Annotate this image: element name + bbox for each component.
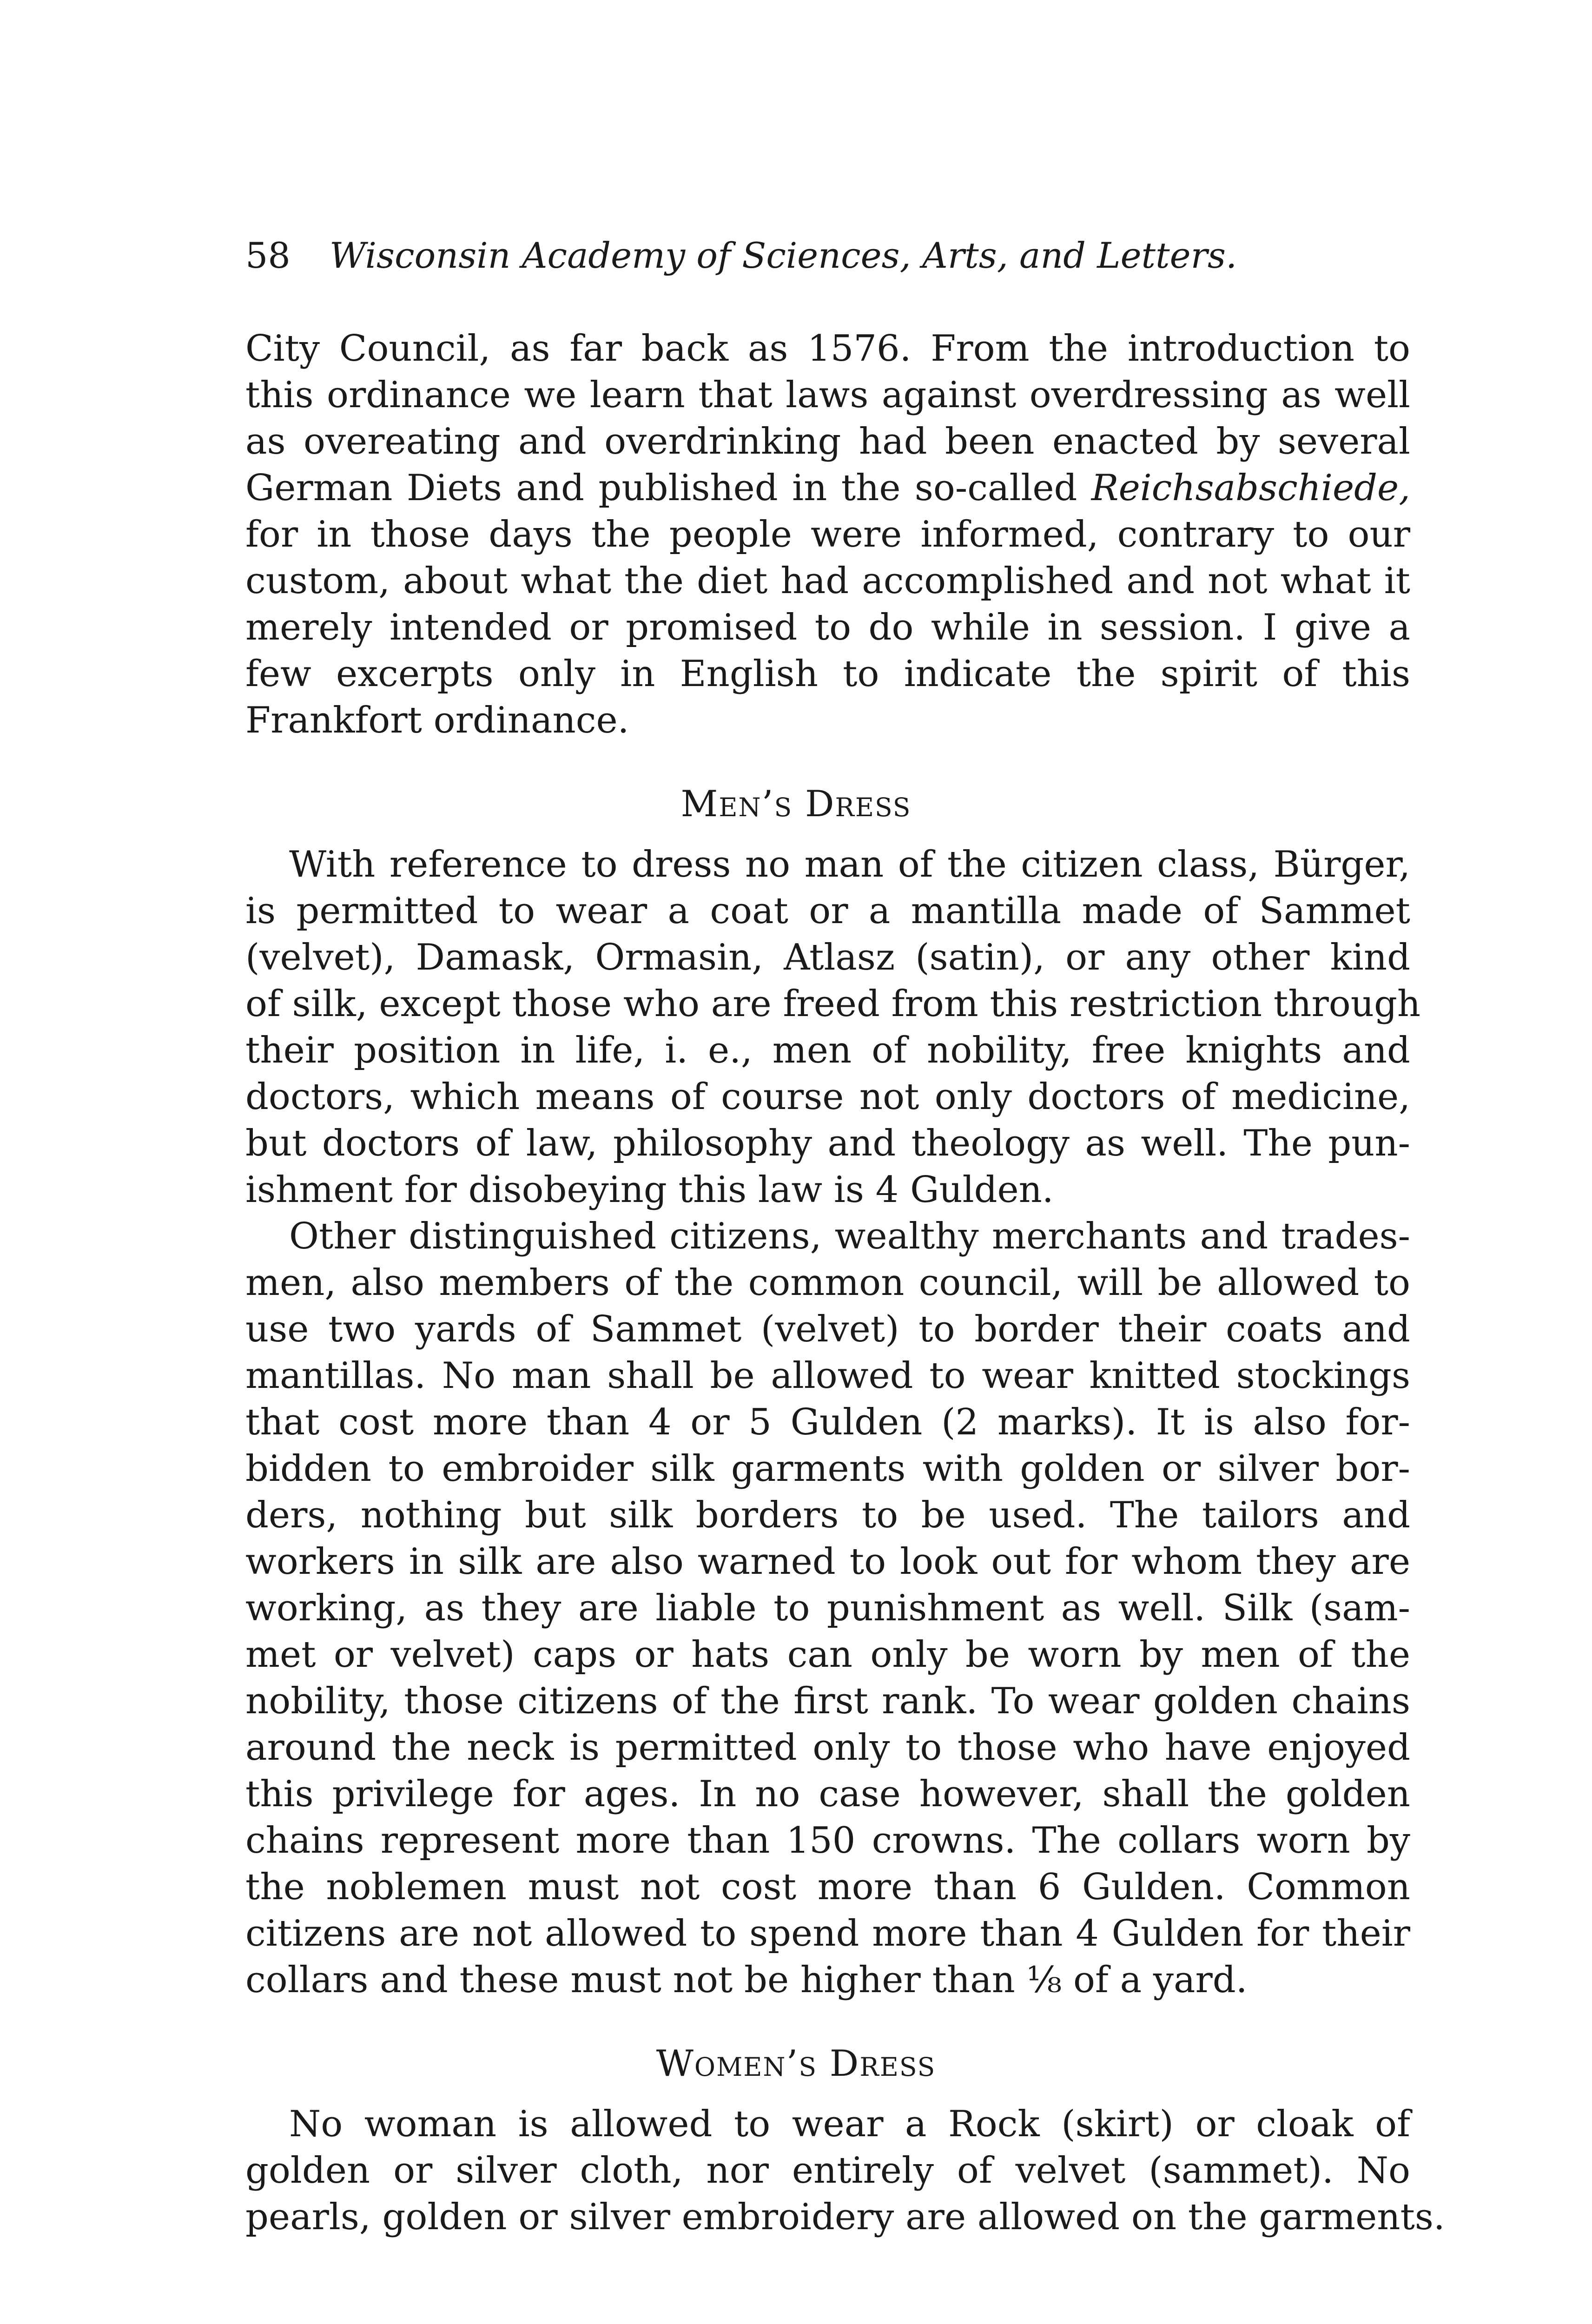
section-heading-womens-dress: Women’s Dress bbox=[656, 2043, 936, 2085]
text-line: ishment for disobeying this law is 4 Gulden. bbox=[245, 1169, 1054, 1211]
text-line: collars and these must not be higher than ⅛ of a yard. bbox=[245, 1959, 1248, 2001]
text-line: use two yards of Sammet (velvet) to border their coats and bbox=[245, 1308, 1410, 1350]
text-line bbox=[245, 465, 1410, 511]
text-line: (velvet), Damask, Ormasin, Atlasz (satin), or any other kind bbox=[245, 937, 1410, 978]
text-line: around the neck is permitted only to those who have enjoyed bbox=[245, 1727, 1410, 1769]
running-title: Wisconsin Academy of Sciences, Arts, and Letters. bbox=[329, 235, 1237, 276]
text-line: workers in silk are also warned to look out for whom they are bbox=[245, 1541, 1410, 1583]
text-line: of silk, except those who are freed from this restriction through bbox=[245, 983, 1421, 1025]
text-line: No woman is allowed to wear a Rock (skirt) or cloak of bbox=[289, 2103, 1410, 2145]
italic-term: Reichsabschiede, bbox=[1091, 467, 1410, 509]
section-heading-mens-dress: Men’s Dress bbox=[680, 783, 912, 825]
text-line: working, as they are liable to punishment as well. Silk (sam- bbox=[245, 1587, 1410, 1629]
text-line: doctors, which means of course not only doctors of medicine, bbox=[245, 1076, 1410, 1118]
text-line: pearls, golden or silver embroidery are allowed on the garments. bbox=[245, 2196, 1445, 2238]
text-line: mantillas. No man shall be allowed to wear knitted stockings bbox=[245, 1355, 1410, 1397]
text-line: for in those days the people were informed, contrary to our bbox=[245, 514, 1410, 555]
text-line: this ordinance we learn that laws against overdressing as well bbox=[245, 374, 1410, 416]
text-line: bidden to embroider silk garments with golden or silver bor- bbox=[245, 1448, 1410, 1490]
text-line: Other distinguished citizens, wealthy merchants and trades- bbox=[289, 1215, 1410, 1257]
text-line: met or velvet) caps or hats can only be worn by men of the bbox=[245, 1634, 1410, 1676]
page-number: 58 bbox=[245, 235, 291, 276]
text-line: chains represent more than 150 crowns. The collars worn by bbox=[245, 1820, 1410, 1862]
text-line: ders, nothing but silk borders to be used. The tailors and bbox=[245, 1494, 1410, 1536]
text-line: that cost more than 4 or 5 Gulden (2 marks). It is also for- bbox=[245, 1401, 1410, 1443]
text-line: nobility, those citizens of the first rank. To wear golden chains bbox=[245, 1680, 1410, 1722]
text-line: men, also members of the common council, will be allowed to bbox=[245, 1262, 1410, 1304]
text-line: as overeating and overdrinking had been enacted by several bbox=[245, 421, 1410, 462]
text-line: the noblemen must not cost more than 6 Gulden. Common bbox=[245, 1866, 1410, 1908]
text-line: City Council, as far back as 1576. From the introduction to bbox=[245, 328, 1410, 370]
text-line: custom, about what the diet had accomplished and not what it bbox=[245, 560, 1410, 602]
text-line: this privilege for ages. In no case however, shall the golden bbox=[245, 1773, 1410, 1815]
text-line: their position in life, i. e., men of nobility, free knights and bbox=[245, 1030, 1410, 1071]
text-line: golden or silver cloth, nor entirely of velvet (sammet). No bbox=[245, 2150, 1410, 2192]
text-line: merely intended or promised to do while in session. I give a bbox=[245, 607, 1410, 648]
running-header bbox=[245, 232, 1407, 279]
text-line: With reference to dress no man of the citizen class, Bürger, bbox=[289, 844, 1410, 885]
text-line: is permitted to wear a coat or a mantilla made of Sammet bbox=[245, 890, 1410, 932]
text-line: Frankfort ordinance. bbox=[245, 700, 629, 741]
text-span: German Diets and published in the so-called bbox=[245, 467, 1091, 509]
text-line: citizens are not allowed to spend more than 4 Gulden for their bbox=[245, 1913, 1410, 1954]
text-line: but doctors of law, philosophy and theology as well. The pun- bbox=[245, 1122, 1410, 1164]
text-line: few excerpts only in English to indicate the spirit of this bbox=[245, 653, 1410, 695]
